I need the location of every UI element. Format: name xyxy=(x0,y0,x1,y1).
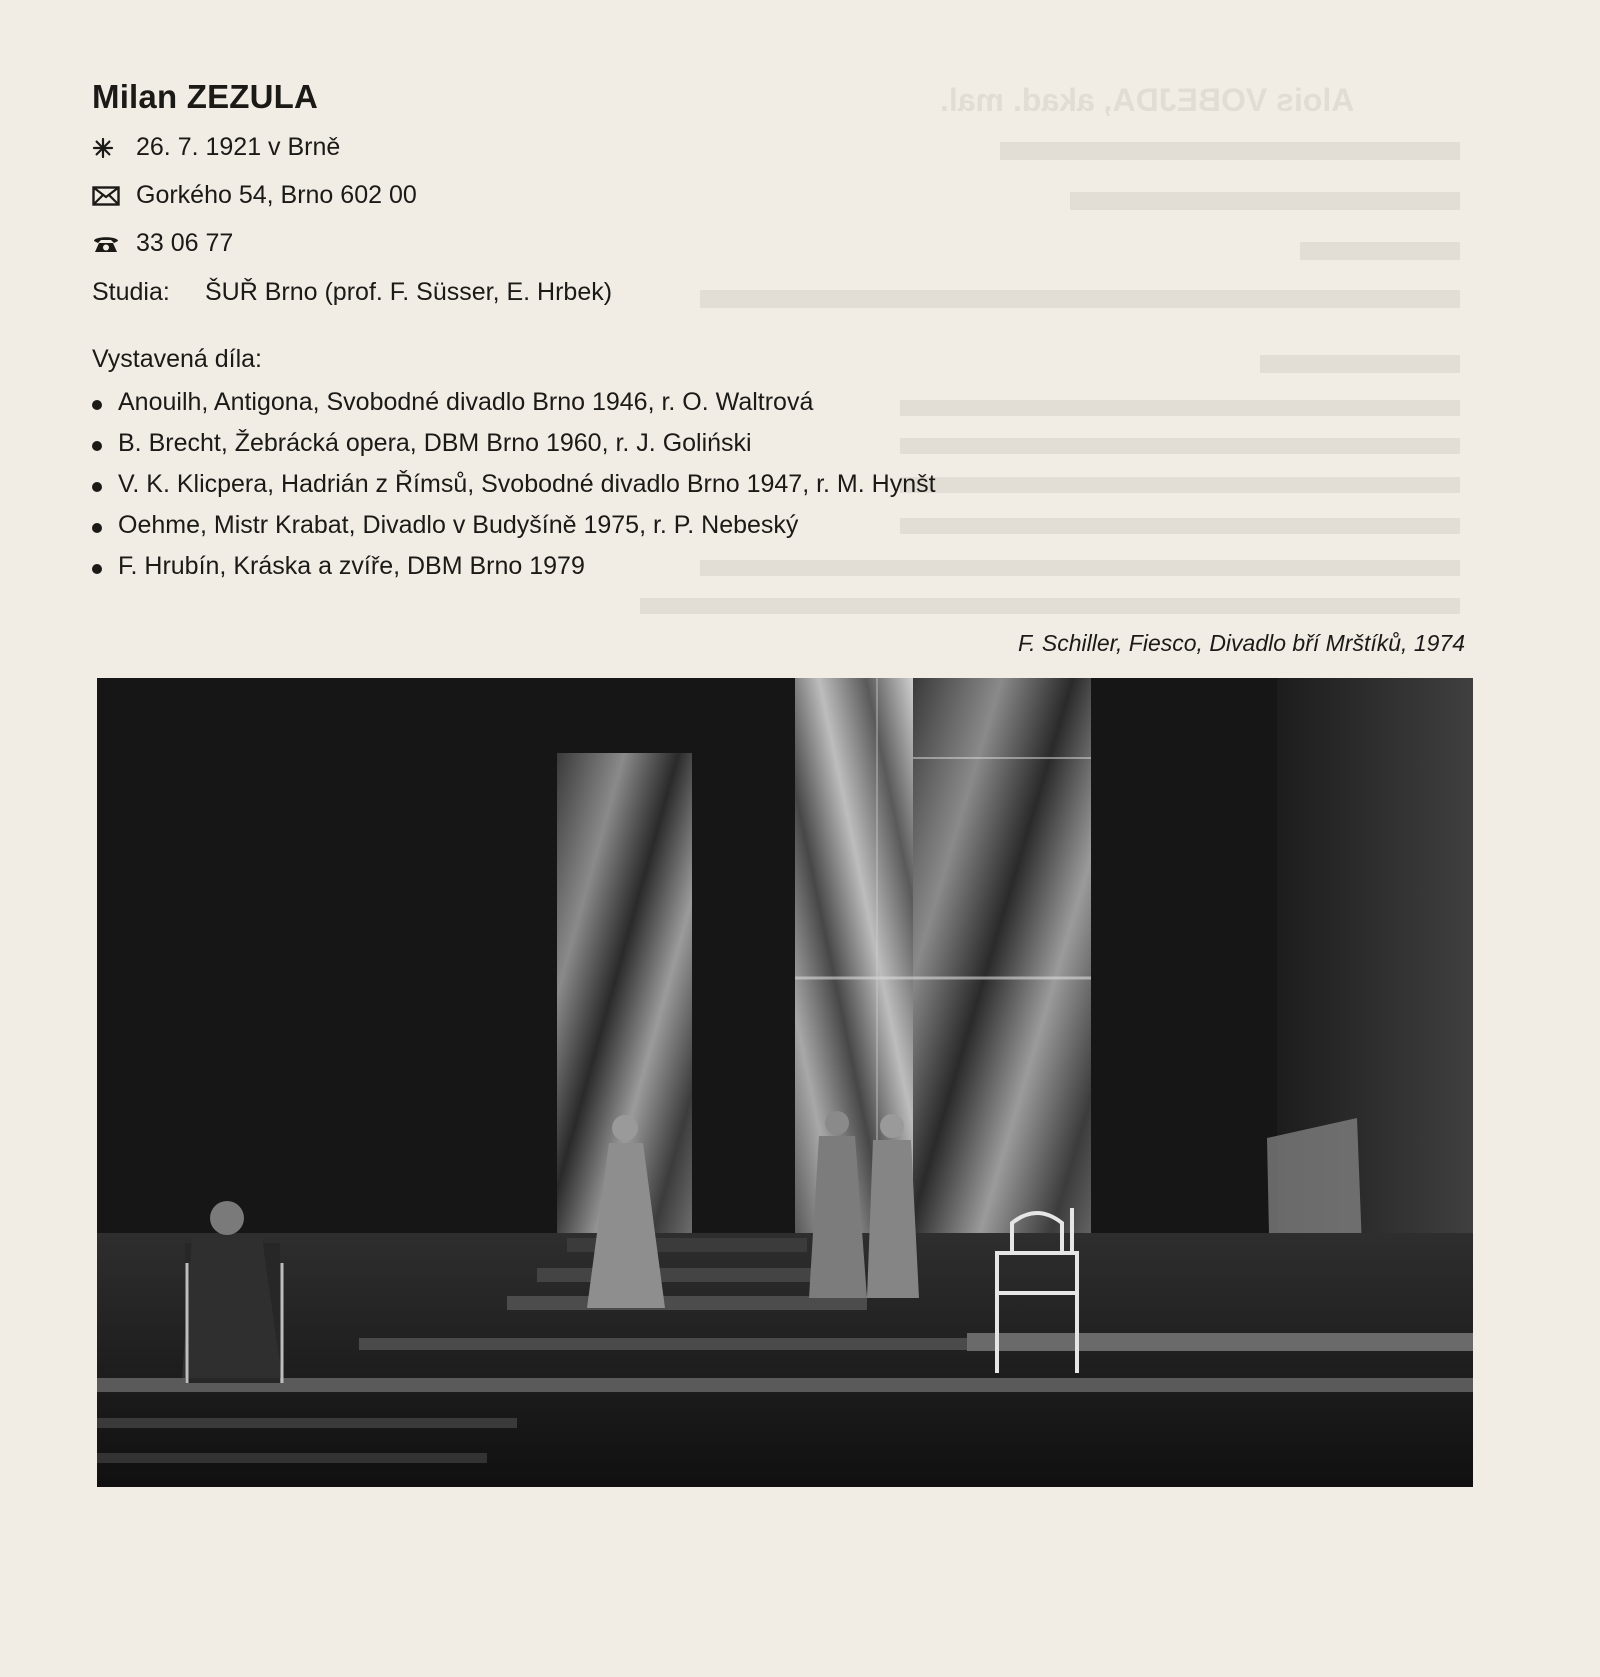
show-through-text xyxy=(1260,355,1460,373)
envelope-icon xyxy=(92,186,136,206)
list-item xyxy=(92,423,936,464)
studies-row xyxy=(92,278,612,307)
works-list xyxy=(92,382,936,587)
stage-photo xyxy=(97,678,1473,1487)
bullet-icon xyxy=(92,400,102,410)
phone-number: 33 06 77 xyxy=(136,229,234,257)
work-entry: Oehme, Mistr Krabat, Divadlo v Budyšíně 1975, r. P. Nebeský xyxy=(118,511,799,539)
postal-address: Gorkého 54, Brno 602 00 xyxy=(136,181,417,209)
bullet-icon xyxy=(92,482,102,492)
birth-date: 26. 7. 1921 v Brně xyxy=(136,133,341,161)
work-entry: B. Brecht, Žebrácká opera, DBM Brno 1960, r. J. Goliński xyxy=(118,429,752,457)
list-item xyxy=(92,546,936,587)
show-through-text xyxy=(1070,192,1460,210)
works-heading: Vystavená díla: xyxy=(92,345,263,373)
phone-row xyxy=(92,229,233,258)
list-item xyxy=(92,382,936,423)
work-entry: V. K. Klicpera, Hadrián z Římsů, Svobodné divadlo Brno 1947, r. M. Hynšt xyxy=(118,470,936,498)
bullet-icon xyxy=(92,523,102,533)
show-through-text: Alois VOBEJDA, akad. mal. xyxy=(940,82,1355,118)
asterisk-icon xyxy=(92,137,136,159)
work-entry: F. Hrubín, Kráska a zvíře, DBM Brno 1979 xyxy=(118,552,585,580)
show-through-text xyxy=(900,477,1460,493)
work-entry: Anouilh, Antigona, Svobodné divadlo Brno 1946, r. O. Waltrová xyxy=(118,388,814,416)
show-through-text xyxy=(640,598,1460,614)
show-through-text xyxy=(1000,142,1460,160)
photo-caption: F. Schiller, Fiesco, Divadlo bří Mrštíků, 1974 xyxy=(1018,630,1465,656)
show-through-text xyxy=(900,438,1460,454)
artist-name: Milan ZEZULA xyxy=(92,78,319,115)
list-item xyxy=(92,505,936,546)
bullet-icon xyxy=(92,564,102,574)
show-through-text xyxy=(900,518,1460,534)
bullet-icon xyxy=(92,441,102,451)
show-through-text xyxy=(700,290,1460,308)
show-through-text xyxy=(1300,242,1460,260)
address-row xyxy=(92,181,417,210)
telephone-icon xyxy=(92,234,136,254)
studies-value: ŠUŘ Brno (prof. F. Süsser, E. Hrbek) xyxy=(205,278,613,306)
studies-label: Studia: xyxy=(92,278,170,306)
show-through-text xyxy=(900,400,1460,416)
stage-scene-illustration xyxy=(97,678,1473,1487)
birth-row xyxy=(92,133,340,162)
list-item xyxy=(92,464,936,505)
